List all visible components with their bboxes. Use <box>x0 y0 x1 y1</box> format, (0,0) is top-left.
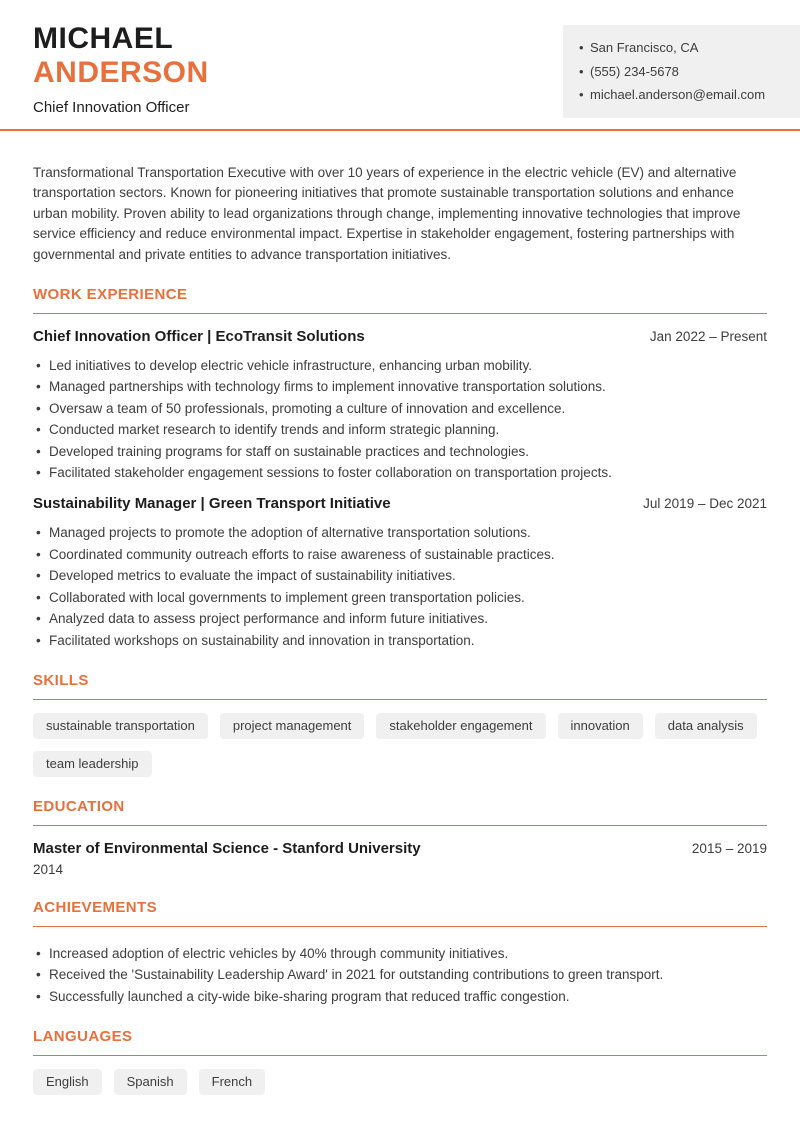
language-tag: Spanish <box>114 1069 187 1095</box>
job-bullet: • Facilitated stakeholder engagement sessions to foster collaboration on transportation projects. <box>33 462 767 483</box>
section-achievements <box>33 900 767 1007</box>
section-rule <box>33 699 767 700</box>
section-education <box>33 799 767 878</box>
section-languages <box>33 1029 767 1095</box>
skill-tag: sustainable transportation <box>33 713 208 739</box>
skill-tag: team leadership <box>33 751 152 777</box>
job-bullet: • Managed partnerships with technology firms to implement innovative transportation solutions. <box>33 376 767 397</box>
languages-tag-list <box>33 1069 767 1095</box>
job-title: Sustainability Manager | Green Transport Initiative <box>33 495 391 513</box>
name-block <box>33 22 209 116</box>
header-job-title: Chief Innovation Officer <box>33 99 190 116</box>
achievement-bullet: • Increased adoption of electric vehicles by 40% through community initiatives. <box>33 943 767 964</box>
first-name: MICHAEL <box>33 22 174 55</box>
section-rule <box>33 926 767 927</box>
resume-header <box>0 0 800 131</box>
language-tag: French <box>199 1069 265 1095</box>
section-title-skills: SKILLS <box>33 671 89 689</box>
section-rule <box>33 825 767 826</box>
skill-tag: data analysis <box>655 713 757 739</box>
summary-paragraph: Transformational Transportation Executive with over 10 years of experience in the electric vehicle (EV) and alternative transportation sectors. Known for pioneering initiatives that promote sustainable transportation solutions and enhance urban mobility. Proven ability to lead organizations through change, implementing innovative technologies that improve service efficiency and reduce environmental impact. Expertise in stakeholder engagement, fostering partnerships with governmental and private entities to advance transportation initiatives. <box>33 165 741 262</box>
job-bullet-list <box>33 522 767 650</box>
job-bullet: • Developed metrics to evaluate the impact of sustainability initiatives. <box>33 565 767 586</box>
job-entry-head <box>33 329 767 345</box>
job-bullet: • Analyzed data to assess project performance and inform future initiatives. <box>33 608 767 629</box>
job-bullet: • Managed projects to promote the adoption of alternative transportation solutions. <box>33 522 767 543</box>
job-bullet: • Oversaw a team of 50 professionals, promoting a culture of innovation and excellence. <box>33 398 767 419</box>
achievement-bullet: • Received the 'Sustainability Leadership Award' in 2021 for outstanding contributions to green transport. <box>33 964 767 985</box>
contact-location: • San Francisco, CA <box>590 36 786 60</box>
job-bullet: • Collaborated with local governments to implement green transportation policies. <box>33 587 767 608</box>
achievements-bullet-list <box>33 943 767 1007</box>
section-title-work-experience: WORK EXPERIENCE <box>33 286 188 304</box>
section-work-experience <box>33 287 767 651</box>
job-bullet: • Led initiatives to develop electric vehicle infrastructure, enhancing urban mobility. <box>33 355 767 376</box>
job-bullet: • Coordinated community outreach efforts to raise awareness of sustainable practices. <box>33 544 767 565</box>
section-skills <box>33 673 767 777</box>
job-bullet: • Developed training programs for staff on sustainable practices and technologies. <box>33 441 767 462</box>
job-entry <box>33 329 767 483</box>
job-bullet: • Facilitated workshops on sustainability and innovation in transportation. <box>33 630 767 651</box>
skill-tag: innovation <box>558 713 643 739</box>
skill-tag: stakeholder engagement <box>376 713 545 739</box>
last-name: ANDERSON <box>33 56 209 89</box>
section-rule <box>33 313 767 314</box>
skills-tag-list <box>33 713 767 777</box>
education-dates: 2015 – 2019 <box>691 840 767 856</box>
job-dates: Jul 2019 – Dec 2021 <box>643 496 767 512</box>
job-dates: Jan 2022 – Present <box>649 329 767 345</box>
section-title-education: EDUCATION <box>33 797 125 815</box>
education-degree: Master of Environmental Science - Stanford University <box>33 839 421 857</box>
section-rule <box>33 1055 767 1056</box>
achievement-bullet: • Successfully launched a city-wide bike-sharing program that reduced traffic congestion. <box>33 986 767 1007</box>
contact-list <box>577 36 786 107</box>
job-bullet-list <box>33 355 767 483</box>
section-title-achievements: ACHIEVEMENTS <box>33 898 157 916</box>
education-entry <box>33 841 767 878</box>
skill-tag: project management <box>220 713 365 739</box>
section-title-languages: LANGUAGES <box>33 1028 133 1046</box>
job-bullet: • Conducted market research to identify trends and inform strategic planning. <box>33 419 767 440</box>
education-year: 2014 <box>33 861 64 877</box>
job-title: Chief Innovation Officer | EcoTransit Solutions <box>33 328 365 346</box>
header-divider <box>0 129 800 131</box>
resume-body <box>0 163 800 1095</box>
language-tag: English <box>33 1069 102 1095</box>
job-entry <box>33 496 767 650</box>
contact-phone: • (555) 234-5678 <box>590 60 786 84</box>
contact-box <box>563 25 800 118</box>
contact-email: • michael.anderson@email.com <box>590 83 786 107</box>
job-entry-head <box>33 496 767 512</box>
education-entry-head <box>33 841 767 857</box>
